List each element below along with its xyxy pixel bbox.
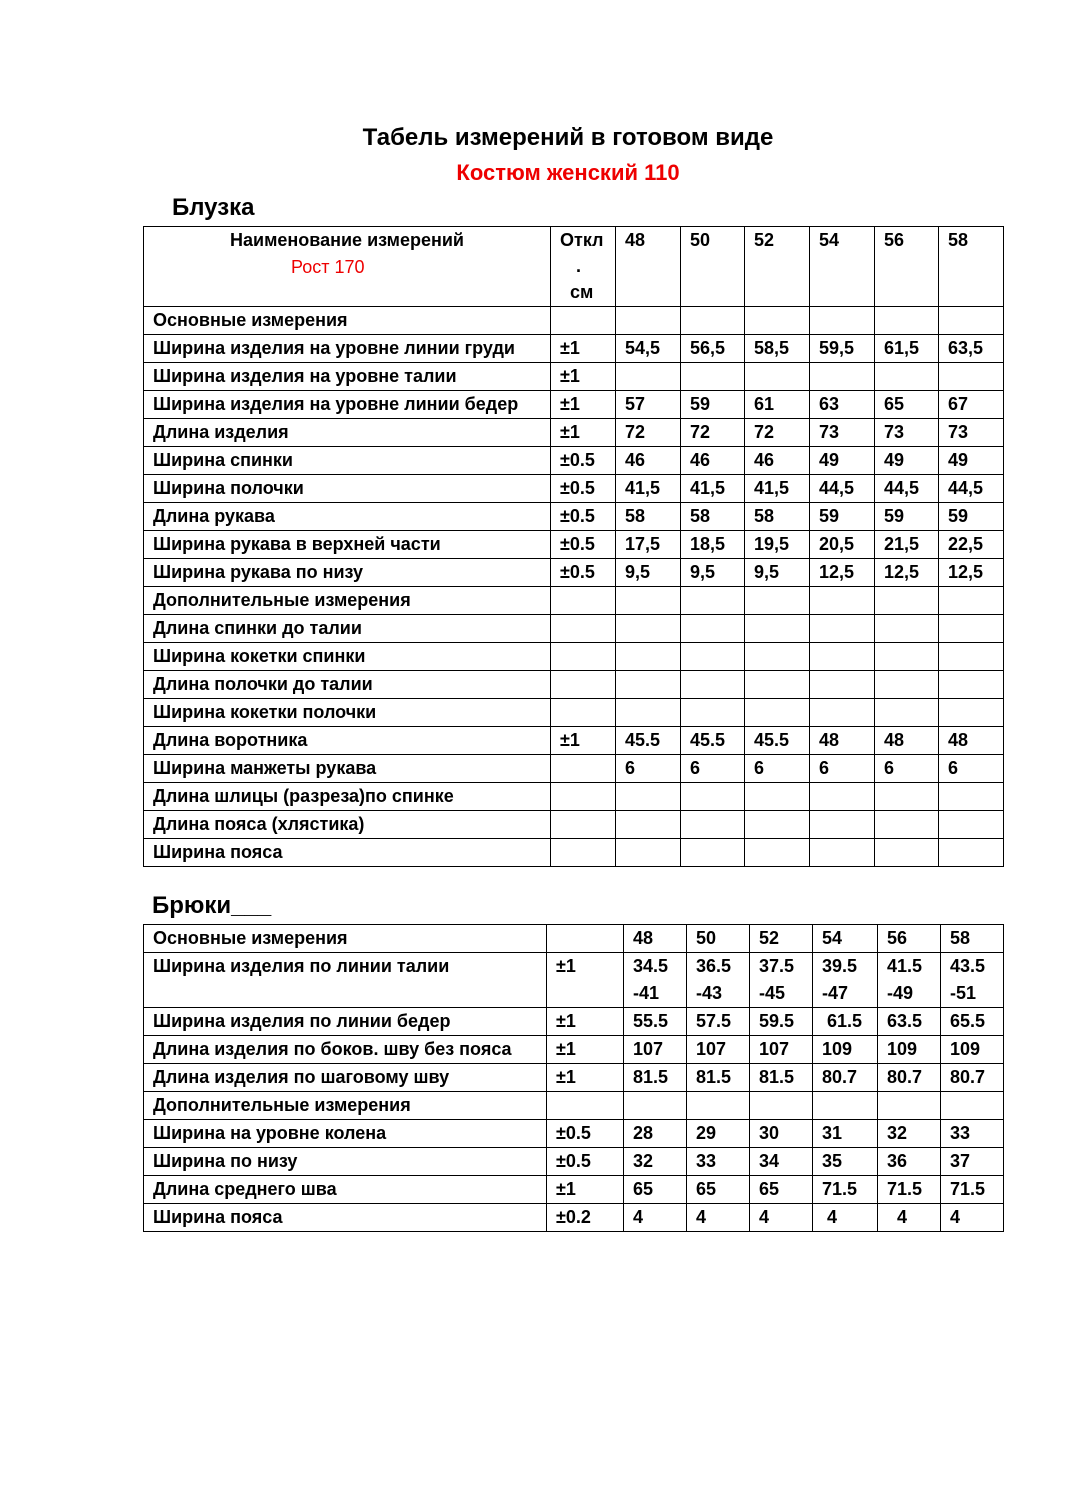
size-value: 71.5	[878, 1176, 941, 1204]
size-value	[616, 643, 681, 671]
measurement-name: Ширина изделия по линии бедер	[144, 1008, 547, 1036]
size-value: 6	[810, 755, 875, 783]
size-value: 59	[810, 503, 875, 531]
size-value: 49	[939, 447, 1004, 475]
size-value: 73	[939, 419, 1004, 447]
size-value	[810, 615, 875, 643]
size-value: 36.5 -43	[687, 953, 750, 1008]
size-value	[810, 839, 875, 867]
tolerance-cell	[551, 755, 616, 783]
table-row	[144, 953, 1004, 1008]
size-value: 58	[681, 503, 745, 531]
size-value: 39.5 -47	[813, 953, 878, 1008]
measurement-name: Длина спинки до талии	[144, 615, 551, 643]
size-value	[616, 783, 681, 811]
size-value	[875, 671, 939, 699]
size-value: 65.5	[941, 1008, 1004, 1036]
size-value: 61.5	[813, 1008, 878, 1036]
table-row	[144, 447, 1004, 475]
size-value	[939, 671, 1004, 699]
size-value: 59	[681, 391, 745, 419]
size-value: 58	[616, 503, 681, 531]
table-row	[144, 671, 1004, 699]
size-value: 35	[813, 1148, 878, 1176]
pants-header-row	[144, 925, 1004, 953]
size-value: 6	[745, 755, 810, 783]
measurement-name: Длина изделия	[144, 419, 551, 447]
measurement-name: Ширина полочки	[144, 475, 551, 503]
size-value: 46	[745, 447, 810, 475]
size-value: 20,5	[810, 531, 875, 559]
pants-section-title: Брюки___	[152, 892, 272, 919]
tolerance-cell: ±1	[547, 1176, 624, 1204]
size-value: 44,5	[939, 475, 1004, 503]
size-value	[939, 307, 1004, 335]
size-value	[939, 699, 1004, 727]
tolerance-cell: ±0.5	[551, 531, 616, 559]
table-row	[144, 363, 1004, 391]
size-value: 41,5	[745, 475, 810, 503]
size-value: 21,5	[875, 531, 939, 559]
size-value	[941, 1092, 1004, 1120]
size-value	[875, 699, 939, 727]
size-value: 73	[810, 419, 875, 447]
table-row	[144, 587, 1004, 615]
size-value: 65	[750, 1176, 813, 1204]
measurement-name: Длина рукава	[144, 503, 551, 531]
tolerance-cell: ±1	[547, 1064, 624, 1092]
size-value: 45.5	[681, 727, 745, 755]
size-value: 48	[939, 727, 1004, 755]
size-value	[875, 783, 939, 811]
measurement-name: Основные измерения	[144, 307, 551, 335]
size-value: 80.7	[878, 1064, 941, 1092]
header-size: 54	[810, 227, 875, 307]
size-value	[939, 363, 1004, 391]
header-size: 58	[941, 925, 1004, 953]
size-value: 67	[939, 391, 1004, 419]
measurement-name: Длина изделия по боков. шву без пояса	[144, 1036, 547, 1064]
tolerance-cell: ±1	[547, 953, 624, 1008]
tolerance-cell	[551, 307, 616, 335]
size-value	[810, 671, 875, 699]
size-value	[681, 363, 745, 391]
size-value: 17,5	[616, 531, 681, 559]
size-value	[810, 643, 875, 671]
size-value	[681, 307, 745, 335]
size-value: 30	[750, 1120, 813, 1148]
tolerance-cell: ±1	[551, 419, 616, 447]
measurement-name: Длина пояса (хлястика)	[144, 811, 551, 839]
size-value	[939, 643, 1004, 671]
header-size: 52	[750, 925, 813, 953]
tolerance-cell: ±0.5	[551, 447, 616, 475]
tolerance-cell	[551, 587, 616, 615]
tolerance-cell: ±0.5	[551, 475, 616, 503]
header-tolerance	[551, 227, 616, 307]
table-row	[144, 1176, 1004, 1204]
size-value	[939, 615, 1004, 643]
size-value: 18,5	[681, 531, 745, 559]
size-value: 4	[624, 1204, 687, 1232]
size-value: 9,5	[616, 559, 681, 587]
header-size: 56	[878, 925, 941, 953]
size-value: 65	[624, 1176, 687, 1204]
size-value: 12,5	[810, 559, 875, 587]
measurement-name: Длина полочки до талии	[144, 671, 551, 699]
size-value: 34.5 -41	[624, 953, 687, 1008]
measurement-name: Ширина рукава в верхней части	[144, 531, 551, 559]
size-value	[810, 363, 875, 391]
page-subtitle: Костюм женский 110	[456, 160, 680, 185]
size-value: 34	[750, 1148, 813, 1176]
table-row	[144, 783, 1004, 811]
tolerance-cell: ±1	[547, 1008, 624, 1036]
size-value	[681, 643, 745, 671]
size-value	[878, 1092, 941, 1120]
size-value	[939, 839, 1004, 867]
size-value: 12,5	[939, 559, 1004, 587]
table-row	[144, 839, 1004, 867]
header-size: 52	[745, 227, 810, 307]
tolerance-cell: ±1	[551, 335, 616, 363]
size-value: 41,5	[681, 475, 745, 503]
size-value	[939, 587, 1004, 615]
size-value	[745, 783, 810, 811]
size-value: 6	[681, 755, 745, 783]
tolerance-cell	[547, 925, 624, 953]
size-value: 72	[745, 419, 810, 447]
table-row	[144, 755, 1004, 783]
size-value: 81.5	[750, 1064, 813, 1092]
table-row	[144, 1204, 1004, 1232]
table-row	[144, 727, 1004, 755]
size-value: 45.5	[745, 727, 810, 755]
measurement-name: Ширина спинки	[144, 447, 551, 475]
size-value: 6	[939, 755, 1004, 783]
measurement-name: Длина воротника	[144, 727, 551, 755]
size-value	[810, 307, 875, 335]
size-value: 59.5	[750, 1008, 813, 1036]
header-size: 48	[624, 925, 687, 953]
tolerance-cell: ±1	[551, 363, 616, 391]
table-row	[144, 419, 1004, 447]
size-value: 4	[750, 1204, 813, 1232]
size-value: 59	[939, 503, 1004, 531]
size-value: 63,5	[939, 335, 1004, 363]
size-value	[939, 783, 1004, 811]
measurement-name: Ширина кокетки спинки	[144, 643, 551, 671]
size-value: 9,5	[681, 559, 745, 587]
header-tolerance-line: Откл	[560, 230, 604, 250]
size-value: 31	[813, 1120, 878, 1148]
size-value: 44,5	[875, 475, 939, 503]
size-value	[681, 811, 745, 839]
measurement-name: Ширина изделия по линии талии	[144, 953, 547, 1008]
size-value	[616, 671, 681, 699]
size-value	[745, 615, 810, 643]
size-value: 80.7	[813, 1064, 878, 1092]
size-value: 36	[878, 1148, 941, 1176]
size-value: 37	[941, 1148, 1004, 1176]
size-value: 81.5	[687, 1064, 750, 1092]
table-row	[144, 531, 1004, 559]
size-value: 37.5 -45	[750, 953, 813, 1008]
size-value: 58,5	[745, 335, 810, 363]
size-value: 107	[750, 1036, 813, 1064]
table-row	[144, 699, 1004, 727]
size-value	[687, 1092, 750, 1120]
size-value	[810, 699, 875, 727]
size-value	[616, 615, 681, 643]
size-value: 49	[810, 447, 875, 475]
size-value	[681, 839, 745, 867]
size-value: 73	[875, 419, 939, 447]
table-row	[144, 475, 1004, 503]
size-value: 48	[875, 727, 939, 755]
size-value	[875, 587, 939, 615]
tolerance-cell	[551, 615, 616, 643]
measurement-name: Основные измерения	[144, 925, 547, 953]
size-value: 107	[687, 1036, 750, 1064]
measurement-name: Ширина пояса	[144, 1204, 547, 1232]
measurement-name: Ширина по низу	[144, 1148, 547, 1176]
size-value: 107	[624, 1036, 687, 1064]
size-value: 19,5	[745, 531, 810, 559]
size-value	[939, 811, 1004, 839]
size-value	[875, 615, 939, 643]
size-value: 28	[624, 1120, 687, 1148]
measurement-name: Ширина манжеты рукава	[144, 755, 551, 783]
blouse-header-row	[144, 227, 1004, 307]
table-row	[144, 335, 1004, 363]
tolerance-cell	[551, 811, 616, 839]
size-value	[875, 811, 939, 839]
tolerance-cell	[547, 1092, 624, 1120]
header-tolerance-line: см	[570, 282, 594, 302]
pants-measurements-table	[143, 924, 1004, 1232]
tolerance-cell: ±1	[551, 391, 616, 419]
size-value: 61	[745, 391, 810, 419]
size-value: 72	[616, 419, 681, 447]
size-value	[745, 643, 810, 671]
size-value: 32	[624, 1148, 687, 1176]
size-value	[681, 671, 745, 699]
table-row	[144, 643, 1004, 671]
measurement-name: Ширина кокетки полочки	[144, 699, 551, 727]
table-row	[144, 1036, 1004, 1064]
tolerance-cell	[551, 839, 616, 867]
size-value: 49	[875, 447, 939, 475]
size-value	[616, 363, 681, 391]
size-value	[616, 699, 681, 727]
size-value: 56,5	[681, 335, 745, 363]
size-value: 4	[878, 1204, 941, 1232]
size-value: 46	[616, 447, 681, 475]
size-value: 81.5	[624, 1064, 687, 1092]
header-name-label: Наименование измерений	[230, 230, 464, 250]
size-value: 109	[878, 1036, 941, 1064]
tolerance-cell	[551, 783, 616, 811]
size-value: 57.5	[687, 1008, 750, 1036]
measurement-name: Ширина на уровне колена	[144, 1120, 547, 1148]
measurement-name: Ширина пояса	[144, 839, 551, 867]
table-row	[144, 559, 1004, 587]
blouse-section-title: Блузка	[172, 194, 255, 221]
size-value: 71.5	[813, 1176, 878, 1204]
size-value: 33	[941, 1120, 1004, 1148]
measurement-name: Ширина рукава по низу	[144, 559, 551, 587]
size-value: 72	[681, 419, 745, 447]
size-value	[681, 783, 745, 811]
table-row	[144, 1092, 1004, 1120]
size-value	[745, 811, 810, 839]
size-value: 63.5	[878, 1008, 941, 1036]
size-value	[616, 811, 681, 839]
size-value	[681, 587, 745, 615]
size-value	[813, 1092, 878, 1120]
tolerance-cell: ±0.5	[547, 1120, 624, 1148]
header-size: 54	[813, 925, 878, 953]
table-row	[144, 1148, 1004, 1176]
header-size: 48	[616, 227, 681, 307]
size-value	[616, 839, 681, 867]
table-row	[144, 1120, 1004, 1148]
size-value	[810, 783, 875, 811]
size-value: 43.5 -51	[941, 953, 1004, 1008]
header-tolerance-line: .	[576, 256, 582, 276]
size-value: 48	[810, 727, 875, 755]
size-value: 109	[813, 1036, 878, 1064]
tolerance-cell: ±0.5	[547, 1148, 624, 1176]
tolerance-cell: ±1	[547, 1036, 624, 1064]
header-growth-label: Рост 170	[291, 257, 365, 277]
size-value	[810, 811, 875, 839]
size-value: 41.5 -49	[878, 953, 941, 1008]
size-value	[745, 699, 810, 727]
table-row	[144, 503, 1004, 531]
table-row	[144, 811, 1004, 839]
size-value	[681, 615, 745, 643]
size-value: 29	[687, 1120, 750, 1148]
size-value: 6	[616, 755, 681, 783]
size-value: 61,5	[875, 335, 939, 363]
measurement-name: Дополнительные измерения	[144, 1092, 547, 1120]
size-value: 4	[687, 1204, 750, 1232]
size-value: 9,5	[745, 559, 810, 587]
tolerance-cell: ±1	[551, 727, 616, 755]
size-value: 12,5	[875, 559, 939, 587]
size-value: 63	[810, 391, 875, 419]
size-value	[616, 307, 681, 335]
size-value	[745, 671, 810, 699]
size-value: 71.5	[941, 1176, 1004, 1204]
size-value: 46	[681, 447, 745, 475]
measurement-name: Ширина изделия на уровне линии груди	[144, 335, 551, 363]
size-value: 6	[875, 755, 939, 783]
header-size: 58	[939, 227, 1004, 307]
size-value: 45.5	[616, 727, 681, 755]
size-value: 59,5	[810, 335, 875, 363]
size-value	[875, 643, 939, 671]
size-value	[745, 839, 810, 867]
size-value	[624, 1092, 687, 1120]
size-value: 65	[687, 1176, 750, 1204]
measurement-name: Длина изделия по шаговому шву	[144, 1064, 547, 1092]
size-value	[681, 699, 745, 727]
size-value	[750, 1092, 813, 1120]
size-value: 4	[813, 1204, 878, 1232]
size-value: 33	[687, 1148, 750, 1176]
size-value: 55.5	[624, 1008, 687, 1036]
size-value: 80.7	[941, 1064, 1004, 1092]
tolerance-cell: ±0.5	[551, 559, 616, 587]
size-value: 54,5	[616, 335, 681, 363]
size-value	[875, 839, 939, 867]
table-row	[144, 615, 1004, 643]
tolerance-cell: ±0.5	[551, 503, 616, 531]
size-value	[875, 363, 939, 391]
size-value	[745, 363, 810, 391]
page-title: Табель измерений в готовом виде	[362, 124, 774, 151]
blouse-measurements-table	[143, 226, 1004, 867]
size-value: 4	[941, 1204, 1004, 1232]
header-size: 50	[681, 227, 745, 307]
measurement-name: Дополнительные измерения	[144, 587, 551, 615]
table-row	[144, 1008, 1004, 1036]
size-value	[745, 587, 810, 615]
measurement-name: Ширина изделия на уровне талии	[144, 363, 551, 391]
size-value: 57	[616, 391, 681, 419]
table-row	[144, 1064, 1004, 1092]
size-value: 22,5	[939, 531, 1004, 559]
tolerance-cell	[551, 699, 616, 727]
table-row	[144, 307, 1004, 335]
measurement-name: Ширина изделия на уровне линии бедер	[144, 391, 551, 419]
tolerance-cell	[551, 671, 616, 699]
tolerance-cell: ±0.2	[547, 1204, 624, 1232]
size-value: 65	[875, 391, 939, 419]
size-value: 41,5	[616, 475, 681, 503]
size-value	[810, 587, 875, 615]
tolerance-cell	[551, 643, 616, 671]
size-value: 32	[878, 1120, 941, 1148]
size-value	[875, 307, 939, 335]
header-measurement-name	[144, 227, 551, 307]
size-value	[745, 307, 810, 335]
header-size: 56	[875, 227, 939, 307]
measurement-name: Длина среднего шва	[144, 1176, 547, 1204]
size-value: 109	[941, 1036, 1004, 1064]
size-value: 59	[875, 503, 939, 531]
size-value	[616, 587, 681, 615]
table-row	[144, 391, 1004, 419]
size-value: 44,5	[810, 475, 875, 503]
header-size: 50	[687, 925, 750, 953]
measurement-name: Длина шлицы (разреза)по спинке	[144, 783, 551, 811]
size-value: 58	[745, 503, 810, 531]
